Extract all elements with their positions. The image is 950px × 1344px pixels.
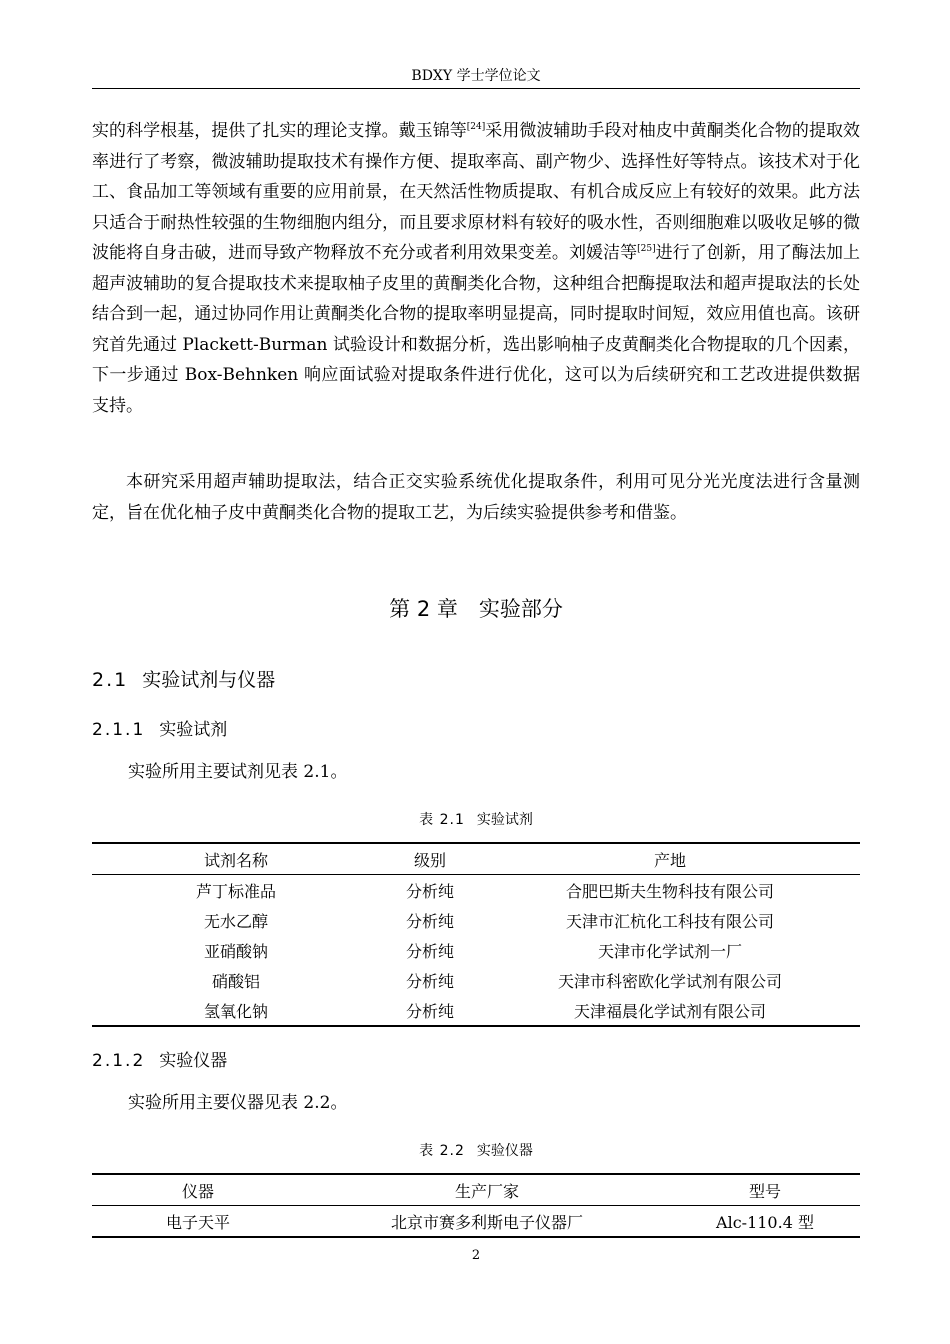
table-cell: 氢氧化钠 (92, 995, 380, 1026)
table-header-row (92, 1174, 860, 1206)
table-cell: 分析纯 (405, 881, 454, 901)
table-cell: Alc-110.4 型 (670, 1206, 860, 1238)
subsection-title: 实验仪器 (159, 1051, 228, 1071)
column-header-grade: 级别 (380, 843, 480, 875)
column-header-manufacturer: 生产厂家 (304, 1174, 670, 1206)
subsection-number: 2.1.2 (92, 1051, 146, 1071)
caption-title: 实验仪器 (476, 1143, 533, 1159)
paragraph-literature-review (92, 116, 860, 421)
column-header-instrument: 仪器 (92, 1174, 304, 1206)
table-cell: 合肥巴斯夫生物科技有限公司 (565, 881, 774, 901)
subsection-heading-2-1-1 (92, 717, 227, 743)
table-row (92, 875, 860, 906)
subsection-number: 2.1.1 (92, 720, 146, 740)
table-row (92, 965, 860, 995)
caption-number: 表 2.2 (419, 1143, 465, 1159)
table-cell: 电子天平 (92, 1206, 304, 1238)
section-number: 2.1 (92, 669, 129, 691)
reagents-table (92, 842, 860, 1027)
table-cell: 天津市汇杭化工科技有限公司 (565, 911, 774, 931)
running-header: BDXY 学士学位论文 (92, 66, 860, 89)
table-2-1-caption (92, 810, 860, 830)
paragraph-study-aim: 本研究采用超声辅助提取法，结合正交实验系统优化提取条件，利用可见分光光度法进行含量测定，旨在优化柚子皮中黄酮类化合物的提取工艺，为后续实验提供参考和借鉴。 (92, 472, 860, 523)
paragraph-text: 实的科学根基，提供了扎实的理论支撑。戴玉锦等 (92, 121, 467, 141)
table-cell: 硝酸铝 (211, 971, 260, 991)
reagents-intro: 实验所用主要试剂见表 2.1。 (128, 762, 348, 782)
table-2-2-caption (92, 1141, 860, 1161)
instruments-table (92, 1173, 860, 1238)
instruments-intro: 实验所用主要仪器见表 2.2。 (128, 1093, 348, 1113)
chapter-title: 第 2 章 实验部分 (389, 597, 563, 621)
subsection-title: 实验试剂 (159, 720, 228, 740)
citation-24: [24] (466, 122, 486, 132)
caption-title: 实验试剂 (476, 812, 533, 828)
subsection-heading-2-1-2 (92, 1048, 227, 1074)
table-cell: 天津市科密欧化学试剂有限公司 (557, 971, 782, 991)
table-cell: 分析纯 (405, 971, 454, 991)
table-row (92, 995, 860, 1026)
table-cell: 无水乙醇 (203, 911, 268, 931)
table-row (92, 905, 860, 935)
table-cell: 分析纯 (405, 911, 454, 931)
section-title: 实验试剂与仪器 (142, 669, 276, 691)
paragraph-text: 采用微波辅助手段对柚皮中黄酮类化合物的提取效率进行了考察，微波辅助提取技术有操作方便、提取率高、副产物少、选择性好等特点。该技术对于化工、食品加工等领域有重要的应用前景，在天然活性物质提取、有机合成反应上有较好的效果。此方法只适合于耐热性较强的生物细胞内组分，而且要求原材料有较好的吸水性，否则细胞难以吸收足够的微波能将自身击破，进而导致产物释放不充分或者利用效果变差。刘媛洁等 (92, 121, 861, 263)
table-cell: 天津市化学试剂一厂 (597, 941, 742, 961)
table-header-row (92, 843, 860, 875)
table-row (92, 1206, 860, 1238)
column-header-reagent: 试剂名称 (92, 843, 380, 875)
paragraph-text: 进行了创新，用了酶法加上超声波辅助的复合提取技术来提取柚子皮里的黄酮类化合物，这种组合把酶提取法和超声提取法的长处结合到一起，通过协同作用让黄酮类化合物的提取率明显提高，同时提取时间短，效应用值也高。该研究首先通过 Plackett-Burman 试验设计和数据分析，选出影响柚子皮黄酮类化合物提取的几个因素，下一步通过 Box-Behnken 响应面试验对提取条件进行优化，这可以为后续研究和工艺改进提供数据支持。 (92, 243, 861, 416)
section-heading-2-1 (92, 666, 275, 694)
table-cell: 芦丁标准品 (195, 881, 276, 901)
table-row (92, 935, 860, 965)
column-header-model: 型号 (670, 1174, 860, 1206)
table-cell: 北京市赛多利斯电子仪器厂 (304, 1206, 670, 1238)
page-number: 2 (471, 1248, 481, 1263)
column-header-origin: 产地 (480, 843, 860, 875)
table-cell: 分析纯 (380, 995, 480, 1026)
table-cell: 分析纯 (405, 941, 454, 961)
table-cell: 天津福晨化学试剂有限公司 (480, 995, 860, 1026)
citation-25: [25] (637, 244, 656, 254)
table-cell: 亚硝酸钠 (203, 941, 268, 961)
caption-number: 表 2.1 (419, 812, 465, 828)
